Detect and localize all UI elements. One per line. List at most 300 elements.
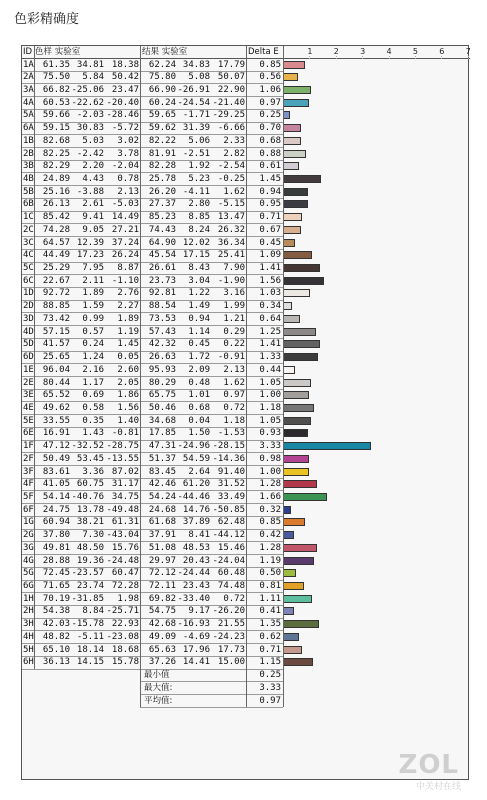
lab-value: 16.91 (42, 428, 70, 439)
summary-label: 最小值 (144, 670, 170, 681)
column-divider (246, 46, 247, 707)
lab-value: 37.80 (42, 530, 70, 541)
lab-value: 72.45 (42, 568, 70, 579)
lab-value: 59.65 (148, 110, 176, 121)
lab-value: 74.43 (148, 224, 176, 235)
patch-id: 4B (23, 173, 34, 184)
lab-value: 95.93 (148, 364, 176, 375)
axis-gridline (336, 56, 337, 59)
delta-e-value: 1.05 (259, 415, 281, 426)
lab-value: -23.57 (71, 568, 104, 579)
lab-value: 13.78 (76, 504, 104, 515)
delta-e-bar (283, 289, 310, 297)
delta-e-value: 0.41 (259, 606, 281, 617)
lab-value: 66.90 (148, 84, 176, 95)
lab-value: 1.45 (117, 339, 139, 350)
delta-e-bar (283, 340, 320, 348)
lab-value: -20.40 (106, 97, 139, 108)
lab-value: 80.29 (148, 377, 176, 388)
delta-e-bar (283, 595, 312, 603)
patch-id: 1H (23, 593, 34, 604)
delta-e-bar (283, 620, 319, 628)
delta-e-bar (283, 150, 306, 158)
lab-value: 1.22 (188, 288, 210, 299)
delta-e-value: 1.19 (259, 555, 281, 566)
patch-id: 6E (23, 428, 34, 439)
patch-id: 3B (23, 161, 34, 172)
delta-e-bar (283, 264, 320, 272)
lab-value: 65.52 (42, 390, 70, 401)
lab-value: 23.47 (111, 84, 139, 95)
axis-gridline (309, 56, 310, 59)
lab-value: 5.06 (188, 135, 210, 146)
lab-value: 26.61 (148, 263, 176, 274)
patch-id: 6G (23, 581, 34, 592)
color-accuracy-table (21, 45, 469, 780)
patch-id: 1E (23, 364, 34, 375)
lab-value: 96.04 (42, 364, 70, 375)
lab-value: 14.76 (182, 504, 210, 515)
lab-value: 60.48 (217, 568, 245, 579)
lab-value: 59.15 (42, 123, 70, 134)
summary-label: 最大值: (144, 682, 173, 693)
delta-e-value: 0.61 (259, 161, 281, 172)
lab-value: 23.43 (182, 581, 210, 592)
lab-value: 50.42 (111, 72, 139, 83)
delta-e-value: 1.33 (259, 352, 281, 363)
lab-value: 8.84 (82, 606, 104, 617)
lab-value: 50.07 (217, 72, 245, 83)
patch-id: 2C (23, 224, 34, 235)
delta-e-value: 0.70 (259, 123, 281, 134)
lab-value: 23.74 (76, 581, 104, 592)
lab-value: 34.68 (148, 415, 176, 426)
delta-e-bar (283, 429, 308, 437)
lab-value: 24.89 (42, 173, 70, 184)
patch-id: 2G (23, 530, 34, 541)
lab-value: 22.90 (217, 84, 245, 95)
delta-e-bar (283, 200, 308, 208)
delta-e-value: 0.71 (259, 644, 281, 655)
watermark-text: 中关村在线 (415, 782, 461, 792)
axis-gridline (468, 56, 469, 59)
lab-value: 65.75 (148, 390, 176, 401)
lab-value: 1.21 (223, 313, 245, 324)
lab-value: 1.19 (117, 326, 139, 337)
delta-e-bar (283, 188, 308, 196)
lab-value: 2.27 (117, 301, 139, 312)
delta-e-bar (283, 73, 298, 81)
lab-value: -31.85 (71, 593, 104, 604)
lab-value: 65.63 (148, 644, 176, 655)
lab-value: 14.41 (182, 657, 210, 668)
patch-id: 4H (23, 631, 34, 642)
delta-e-bar (283, 455, 309, 463)
lab-value: 27.37 (148, 199, 176, 210)
lab-value: -24.44 (177, 568, 210, 579)
lab-value: 1.72 (188, 352, 210, 363)
lab-value: -44.12 (212, 530, 245, 541)
lab-value: -4.69 (182, 631, 210, 642)
lab-value: 2.16 (82, 364, 104, 375)
axis-tick-label: 2 (333, 47, 339, 56)
lab-value: 2.64 (188, 466, 210, 477)
lab-value: 5.84 (82, 72, 104, 83)
patch-id: 6F (23, 504, 34, 515)
lab-value: 37.91 (148, 530, 176, 541)
lab-value: -16.93 (177, 619, 210, 630)
lab-value: -0.81 (111, 428, 139, 439)
delta-e-bar (283, 239, 295, 247)
lab-value: 1.18 (223, 415, 245, 426)
lab-value: 25.78 (148, 173, 176, 184)
lab-value: 3.78 (117, 148, 139, 159)
patch-id: 6A (23, 123, 34, 134)
lab-value: 1.92 (188, 161, 210, 172)
lab-value: -49.48 (106, 504, 139, 515)
lab-value: 0.58 (82, 402, 104, 413)
delta-e-value: 1.06 (259, 84, 281, 95)
lab-value: 1.62 (223, 186, 245, 197)
lab-value: 42.32 (148, 339, 176, 350)
lab-value: 14.49 (111, 212, 139, 223)
lab-value: -23.08 (106, 631, 139, 642)
lab-value: 37.26 (148, 657, 176, 668)
lab-value: 1.86 (117, 390, 139, 401)
patch-id: 4F (23, 479, 34, 490)
lab-value: 1.43 (82, 428, 104, 439)
lab-value: -1.71 (182, 110, 210, 121)
lab-value: 7.95 (82, 263, 104, 274)
lab-value: -26.91 (177, 84, 210, 95)
lab-value: 41.57 (42, 339, 70, 350)
delta-e-bar (283, 417, 311, 425)
lab-value: 15.76 (111, 542, 139, 553)
delta-e-bar (283, 646, 302, 654)
lab-value: 1.89 (117, 313, 139, 324)
delta-e-value: 1.05 (259, 377, 281, 388)
lab-value: 49.62 (42, 402, 70, 413)
header-sample-lab: 色样 实验室 (35, 47, 81, 57)
patch-id: 4D (23, 326, 34, 337)
lab-value: 82.25 (42, 148, 70, 159)
lab-value: 53.45 (76, 453, 104, 464)
delta-e-value: 0.67 (259, 224, 281, 235)
delta-e-value: 1.28 (259, 542, 281, 553)
lab-value: -22.62 (71, 97, 104, 108)
delta-e-bar (283, 493, 327, 501)
summary-value: 0.25 (259, 670, 281, 681)
delta-e-bar (283, 328, 316, 336)
lab-value: 3.16 (223, 288, 245, 299)
lab-value: 1.49 (188, 301, 210, 312)
delta-e-value: 0.44 (259, 364, 281, 375)
lab-value: 51.08 (148, 542, 176, 553)
lab-value: -24.23 (212, 631, 245, 642)
lab-value: 3.04 (188, 275, 210, 286)
delta-e-value: 0.56 (259, 72, 281, 83)
lab-value: 51.37 (148, 453, 176, 464)
delta-e-value: 1.56 (259, 275, 281, 286)
header-result-lab: 结果 实验室 (142, 47, 188, 57)
lab-value: 92.81 (148, 288, 176, 299)
lab-value: 80.44 (42, 377, 70, 388)
delta-e-bar (283, 302, 292, 310)
lab-value: 81.91 (148, 148, 176, 159)
delta-e-value: 1.66 (259, 491, 281, 502)
lab-value: 8.43 (188, 263, 210, 274)
lab-value: -2.42 (76, 148, 104, 159)
lab-value: 2.20 (82, 161, 104, 172)
lab-value: -6.66 (217, 123, 245, 134)
lab-value: 8.85 (188, 212, 210, 223)
delta-e-bar (283, 251, 312, 259)
delta-e-value: 0.68 (259, 135, 281, 146)
lab-value: 8.24 (188, 224, 210, 235)
lab-value: 85.42 (42, 212, 70, 223)
delta-e-value: 0.71 (259, 212, 281, 223)
lab-value: 92.72 (42, 288, 70, 299)
lab-value: 12.02 (182, 237, 210, 248)
lab-value: 17.15 (182, 250, 210, 261)
lab-value: -5.72 (111, 123, 139, 134)
lab-value: -0.25 (217, 173, 245, 184)
lab-value: 26.24 (111, 250, 139, 261)
delta-e-value: 1.28 (259, 479, 281, 490)
patch-id: 5G (23, 568, 34, 579)
patch-id: 5F (23, 491, 34, 502)
column-divider (283, 46, 284, 707)
lab-value: 1.99 (223, 301, 245, 312)
lab-value: 49.81 (42, 542, 70, 553)
lab-value: 1.98 (117, 593, 139, 604)
lab-value: 31.39 (182, 123, 210, 134)
lab-value: 65.10 (42, 644, 70, 655)
lab-value: 59.66 (42, 110, 70, 121)
delta-e-value: 0.93 (259, 428, 281, 439)
delta-e-value: 0.98 (259, 453, 281, 464)
lab-value: -13.55 (106, 453, 139, 464)
lab-value: 25.29 (42, 263, 70, 274)
delta-e-bar (283, 175, 321, 183)
lab-value: 54.14 (42, 491, 70, 502)
lab-value: 34.75 (111, 491, 139, 502)
patch-id: 3F (23, 466, 34, 477)
patch-id: 2F (23, 453, 34, 464)
summary-label: 平均值: (144, 695, 173, 706)
header-delta-e: Delta E (248, 47, 279, 57)
delta-e-value: 0.62 (259, 631, 281, 642)
delta-e-bar (283, 544, 317, 552)
lab-value: 15.46 (217, 542, 245, 553)
lab-value: 0.45 (188, 339, 210, 350)
delta-e-bar (283, 315, 300, 323)
lab-value: 31.52 (217, 479, 245, 490)
axis-tick-label: 5 (412, 47, 418, 56)
delta-e-bar (283, 658, 313, 666)
lab-value: 17.85 (148, 428, 176, 439)
lab-value: 9.05 (82, 224, 104, 235)
lab-value: 5.08 (188, 72, 210, 83)
delta-e-value: 1.00 (259, 390, 281, 401)
lab-value: 0.99 (82, 313, 104, 324)
lab-value: 33.49 (217, 491, 245, 502)
patch-id: 1C (23, 212, 34, 223)
delta-e-value: 0.45 (259, 237, 281, 248)
lab-value: 72.28 (111, 581, 139, 592)
lab-value: 48.53 (182, 542, 210, 553)
lab-value: -28.75 (106, 441, 139, 452)
patch-id: 2D (23, 301, 34, 312)
lab-value: 25.41 (217, 250, 245, 261)
lab-value: 23.73 (148, 275, 176, 286)
lab-value: 83.61 (42, 466, 70, 477)
patch-id: 3G (23, 542, 34, 553)
lab-value: 30.83 (76, 123, 104, 134)
lab-value: 82.22 (148, 135, 176, 146)
delta-e-bar (283, 569, 296, 577)
lab-value: 42.03 (42, 619, 70, 630)
lab-value: -33.40 (177, 593, 210, 604)
lab-value: 2.13 (223, 364, 245, 375)
lab-value: 5.23 (188, 173, 210, 184)
patch-id: 6H (23, 657, 34, 668)
lab-value: 33.55 (42, 415, 70, 426)
lab-value: 37.24 (111, 237, 139, 248)
lab-value: 72.12 (148, 568, 176, 579)
lab-value: -28.46 (106, 110, 139, 121)
axis-tick-label: 7 (465, 47, 471, 56)
lab-value: 0.72 (223, 402, 245, 413)
lab-value: 2.80 (188, 199, 210, 210)
lab-value: 0.24 (82, 339, 104, 350)
lab-value: 2.11 (82, 275, 104, 286)
lab-value: 37.89 (182, 517, 210, 528)
patch-id: 3C (23, 237, 34, 248)
lab-value: 2.33 (223, 135, 245, 146)
lab-value: 59.62 (148, 123, 176, 134)
lab-value: -1.10 (111, 275, 139, 286)
patch-id: 2A (23, 72, 34, 83)
lab-value: 61.68 (148, 517, 176, 528)
delta-e-value: 1.25 (259, 326, 281, 337)
lab-value: 87.02 (111, 466, 139, 477)
lab-value: 42.68 (148, 619, 176, 630)
lab-value: 61.31 (111, 517, 139, 528)
lab-value: 0.29 (223, 326, 245, 337)
lab-value: 85.23 (148, 212, 176, 223)
delta-e-bar (283, 506, 291, 514)
lab-value: 54.59 (182, 453, 210, 464)
delta-e-value: 3.33 (259, 441, 281, 452)
lab-value: 19.36 (76, 555, 104, 566)
watermark-logo: ZOL (398, 750, 459, 780)
lab-value: 1.01 (188, 390, 210, 401)
lab-value: 1.59 (82, 301, 104, 312)
patch-id: 2H (23, 606, 34, 617)
patch-id: 1F (23, 441, 34, 452)
lab-value: 88.54 (148, 301, 176, 312)
lab-value: 7.90 (223, 263, 245, 274)
lab-value: -25.06 (71, 84, 104, 95)
column-divider (140, 46, 141, 707)
lab-value: 25.65 (42, 352, 70, 363)
lab-value: 26.32 (217, 224, 245, 235)
lab-value: 48.50 (76, 542, 104, 553)
summary-divider (140, 707, 283, 708)
lab-value: 1.17 (82, 377, 104, 388)
lab-value: 57.43 (148, 326, 176, 337)
delta-e-value: 0.81 (259, 581, 281, 592)
lab-value: 0.69 (82, 390, 104, 401)
lab-value: 17.73 (217, 644, 245, 655)
delta-e-bar (283, 633, 299, 641)
delta-e-value: 0.94 (259, 186, 281, 197)
lab-value: 82.68 (42, 135, 70, 146)
lab-value: 24.68 (148, 504, 176, 515)
lab-value: 88.85 (42, 301, 70, 312)
lab-value: -24.54 (177, 97, 210, 108)
lab-value: -2.54 (217, 161, 245, 172)
lab-value: 38.21 (76, 517, 104, 528)
lab-value: -1.53 (217, 428, 245, 439)
lab-value: 62.24 (148, 59, 176, 70)
lab-value: 17.23 (76, 250, 104, 261)
lab-value: -43.04 (106, 530, 139, 541)
delta-e-bar (283, 582, 304, 590)
lab-value: -44.46 (177, 491, 210, 502)
lab-value: 1.14 (188, 326, 210, 337)
delta-e-bar (283, 277, 324, 285)
delta-e-bar (283, 607, 294, 615)
lab-value: 54.38 (42, 606, 70, 617)
patch-id: 3D (23, 313, 34, 324)
lab-value: -15.78 (71, 619, 104, 630)
lab-value: -24.48 (106, 555, 139, 566)
lab-value: 71.65 (42, 581, 70, 592)
patch-id: 4G (23, 555, 34, 566)
lab-value: 41.05 (42, 479, 70, 490)
lab-value: 29.97 (148, 555, 176, 566)
delta-e-value: 0.42 (259, 530, 281, 541)
lab-value: -24.04 (212, 555, 245, 566)
delta-e-bar (283, 468, 309, 476)
lab-value: -26.20 (212, 606, 245, 617)
lab-value: 70.19 (42, 593, 70, 604)
lab-value: 1.24 (82, 352, 104, 363)
delta-e-bar (283, 226, 301, 234)
delta-e-bar (283, 124, 301, 132)
delta-e-bar (283, 442, 371, 450)
lab-value: 36.34 (217, 237, 245, 248)
patch-id: 5E (23, 415, 34, 426)
delta-e-bar (283, 480, 317, 488)
axis-tick-label: 6 (439, 47, 445, 56)
delta-e-value: 1.18 (259, 402, 281, 413)
lab-value: 26.13 (42, 199, 70, 210)
lab-value: 4.43 (82, 173, 104, 184)
lab-value: -1.90 (217, 275, 245, 286)
delta-e-value: 0.95 (259, 199, 281, 210)
delta-e-value: 0.88 (259, 148, 281, 159)
lab-value: 15.78 (111, 657, 139, 668)
delta-e-value: 1.41 (259, 263, 281, 274)
delta-e-value: 1.03 (259, 288, 281, 299)
lab-value: 17.79 (217, 59, 245, 70)
lab-value: 2.82 (223, 148, 245, 159)
lab-value: 1.40 (117, 415, 139, 426)
lab-value: 47.31 (148, 441, 176, 452)
